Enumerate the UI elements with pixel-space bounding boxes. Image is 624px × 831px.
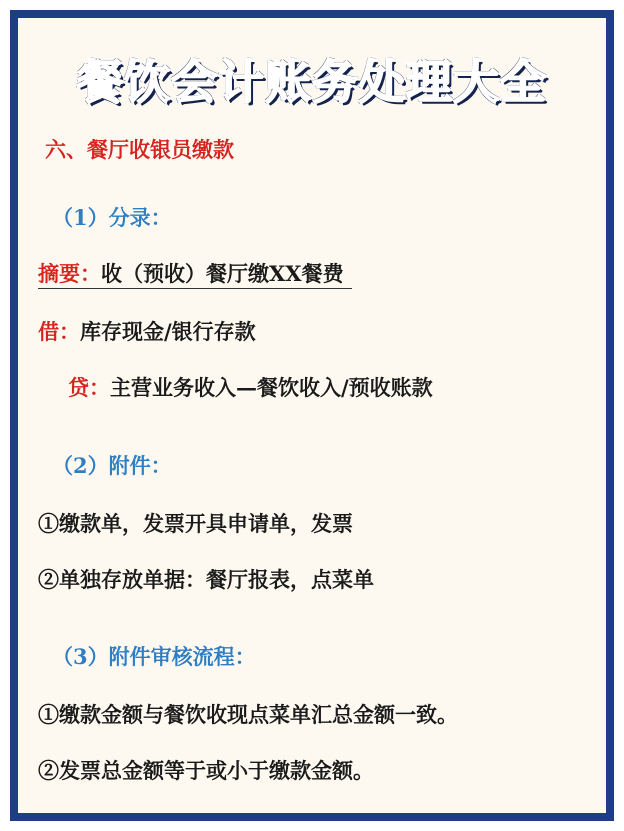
debit-label: 借：: [38, 319, 80, 344]
summary-line: [38, 258, 352, 288]
credit-text: 主营业务收入—餐饮收入/预收账款: [110, 375, 433, 400]
page-title: 餐饮会计账务处理大全: [77, 55, 547, 109]
entry-heading: （1）分录：: [52, 205, 172, 230]
debit-line: [38, 316, 256, 346]
review-item: ②发票总金额等于或小于缴款金额。: [38, 758, 374, 783]
page-frame: [10, 10, 614, 821]
attachments-heading: （2）附件：: [52, 453, 172, 478]
credit-label: 贷：: [68, 375, 110, 400]
credit-line: [68, 372, 433, 402]
debit-text: 库存现金/银行存款: [80, 319, 256, 344]
document-paper: [18, 18, 606, 813]
review-heading: （3）附件审核流程：: [52, 644, 256, 669]
summary-label: 摘要：: [38, 261, 101, 289]
attachment-item: ①缴款单，发票开具申请单，发票: [38, 511, 353, 536]
section-heading: 六、餐厅收银员缴款: [45, 137, 234, 162]
summary-text: 收（预收）餐厅缴XX餐费: [101, 261, 352, 289]
attachment-item: ②单独存放单据：餐厅报表，点菜单: [38, 567, 374, 592]
review-item: ①缴款金额与餐饮收现点菜单汇总金额一致。: [38, 702, 458, 727]
